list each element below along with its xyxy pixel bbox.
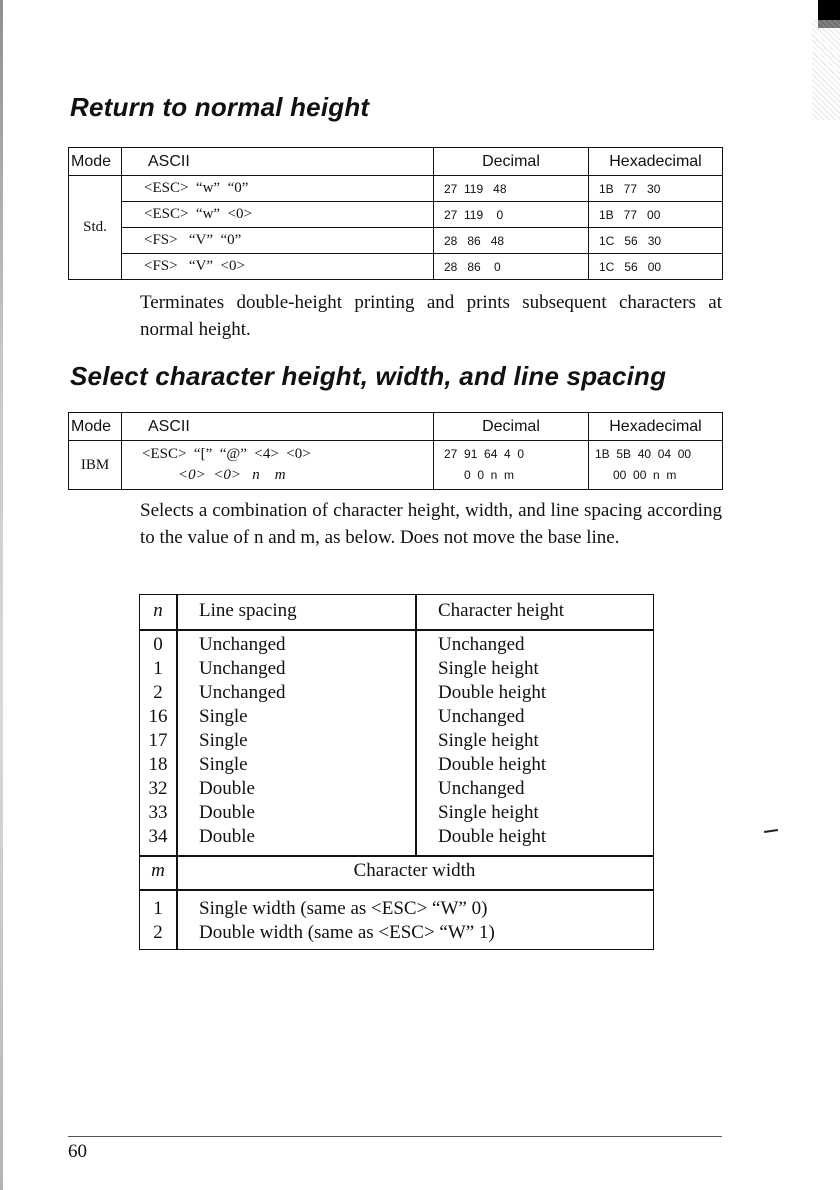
mode-cell: IBM bbox=[69, 441, 122, 490]
character-height-value: Unchanged bbox=[438, 706, 525, 727]
scan-left-edge bbox=[0, 0, 3, 1190]
decimal-cell: 27 119 48 bbox=[434, 176, 589, 202]
table-row bbox=[69, 254, 723, 280]
character-width-value: Double width (same as <ESC> “W” 1) bbox=[199, 922, 495, 943]
table-header-row bbox=[69, 148, 723, 176]
line-spacing-value: Unchanged bbox=[199, 634, 286, 655]
header-mode: Mode bbox=[69, 413, 122, 441]
line-spacing-value: Double bbox=[199, 778, 255, 799]
scan-right-noise bbox=[812, 20, 840, 120]
n-value: 17 bbox=[148, 730, 168, 751]
line-spacing-value: Double bbox=[199, 802, 255, 823]
row-divider bbox=[140, 855, 653, 857]
decimal-cell: 27 119 0 bbox=[434, 202, 589, 228]
hex-cell: 1B 77 00 bbox=[589, 202, 723, 228]
hex-line-1: 1B 5B 40 04 00 bbox=[595, 447, 692, 461]
row-divider bbox=[140, 889, 653, 891]
header-hex: Hexadecimal bbox=[589, 413, 723, 441]
header-decimal: Decimal bbox=[434, 413, 589, 441]
decimal-cell: 28 86 0 bbox=[434, 254, 589, 280]
decimal-cell bbox=[434, 441, 589, 490]
line-spacing-value: Single bbox=[199, 730, 248, 751]
page-number: 60 bbox=[68, 1141, 87, 1162]
hex-cell: 1B 77 30 bbox=[589, 176, 723, 202]
n-value: 0 bbox=[153, 634, 163, 655]
ascii-line-1: <ESC> “[” “@” <4> <0> bbox=[142, 446, 311, 462]
decimal-line-1: 27 91 64 4 0 bbox=[444, 447, 525, 461]
character-height-value: Single height bbox=[438, 802, 539, 823]
hex-cell bbox=[589, 441, 723, 490]
line-spacing-header: Line spacing bbox=[199, 600, 297, 621]
line-spacing-value: Single bbox=[199, 754, 248, 775]
character-height-value: Double height bbox=[438, 682, 547, 703]
row-divider bbox=[140, 629, 653, 631]
n-value: 1 bbox=[153, 658, 163, 679]
hex-cell: 1C 56 00 bbox=[589, 254, 723, 280]
line-spacing-value: Double bbox=[199, 826, 255, 847]
n-value: 18 bbox=[148, 754, 168, 775]
hex-line-2: 00 00 n m bbox=[613, 468, 677, 482]
line-spacing-value: Unchanged bbox=[199, 658, 286, 679]
line-spacing-value: Single bbox=[199, 706, 248, 727]
character-width-header: Character width bbox=[353, 860, 476, 881]
character-height-value: Double height bbox=[438, 754, 547, 775]
footer-rule bbox=[68, 1136, 722, 1137]
character-height-value: Double height bbox=[438, 826, 547, 847]
ascii-cell bbox=[122, 441, 434, 490]
decimal-line-2: 0 0 n m bbox=[464, 468, 515, 482]
column-divider bbox=[415, 595, 417, 855]
character-height-value: Unchanged bbox=[438, 778, 525, 799]
table-header-row bbox=[69, 413, 723, 441]
ascii-line-2: <0> <0> n m bbox=[178, 467, 286, 483]
ascii-cell: <ESC> “w” <0> bbox=[122, 202, 434, 228]
column-divider bbox=[176, 595, 178, 949]
character-height-value: Single height bbox=[438, 730, 539, 751]
m-header: m bbox=[151, 860, 165, 881]
character-height-value: Single height bbox=[438, 658, 539, 679]
section-title-normal-height: Return to normal height bbox=[70, 92, 370, 122]
n-m-value-table bbox=[139, 594, 654, 950]
mode-cell: Std. bbox=[69, 176, 122, 280]
table-row bbox=[69, 176, 723, 202]
header-hex: Hexadecimal bbox=[589, 148, 723, 176]
margin-mark bbox=[764, 829, 778, 833]
table-row bbox=[69, 441, 723, 490]
select-height-command-table bbox=[68, 412, 723, 490]
m-value: 2 bbox=[153, 922, 163, 943]
n-value: 2 bbox=[153, 682, 163, 703]
normal-height-command-table bbox=[68, 147, 723, 280]
ascii-cell: <FS> “V” “0” bbox=[122, 228, 434, 254]
hex-cell: 1C 56 30 bbox=[589, 228, 723, 254]
n-value: 16 bbox=[148, 706, 168, 727]
character-height-header: Character height bbox=[438, 600, 565, 621]
n-header: n bbox=[153, 600, 163, 621]
table-row bbox=[69, 202, 723, 228]
n-value: 32 bbox=[148, 778, 168, 799]
decimal-cell: 28 86 48 bbox=[434, 228, 589, 254]
n-value: 34 bbox=[148, 826, 168, 847]
header-ascii: ASCII bbox=[122, 413, 434, 441]
header-decimal: Decimal bbox=[434, 148, 589, 176]
ascii-cell: <FS> “V” <0> bbox=[122, 254, 434, 280]
n-value: 33 bbox=[148, 802, 168, 823]
table-row bbox=[69, 228, 723, 254]
select-height-description: Selects a combination of character height, width, and line spacing according to the value of n and m, as below. Does not move the base line. bbox=[140, 500, 722, 548]
character-height-value: Unchanged bbox=[438, 634, 525, 655]
header-ascii: ASCII bbox=[122, 148, 434, 176]
header-mode: Mode bbox=[69, 148, 122, 176]
m-value: 1 bbox=[153, 898, 163, 919]
character-width-value: Single width (same as <ESC> “W” 0) bbox=[199, 898, 488, 919]
section-title-select-height-width: Select character height, width, and line spacing bbox=[70, 361, 667, 391]
normal-height-description: Terminates double-height printing and prints subsequent characters at normal height. bbox=[140, 292, 722, 340]
line-spacing-value: Unchanged bbox=[199, 682, 286, 703]
ascii-cell: <ESC> “w” “0” bbox=[122, 176, 434, 202]
